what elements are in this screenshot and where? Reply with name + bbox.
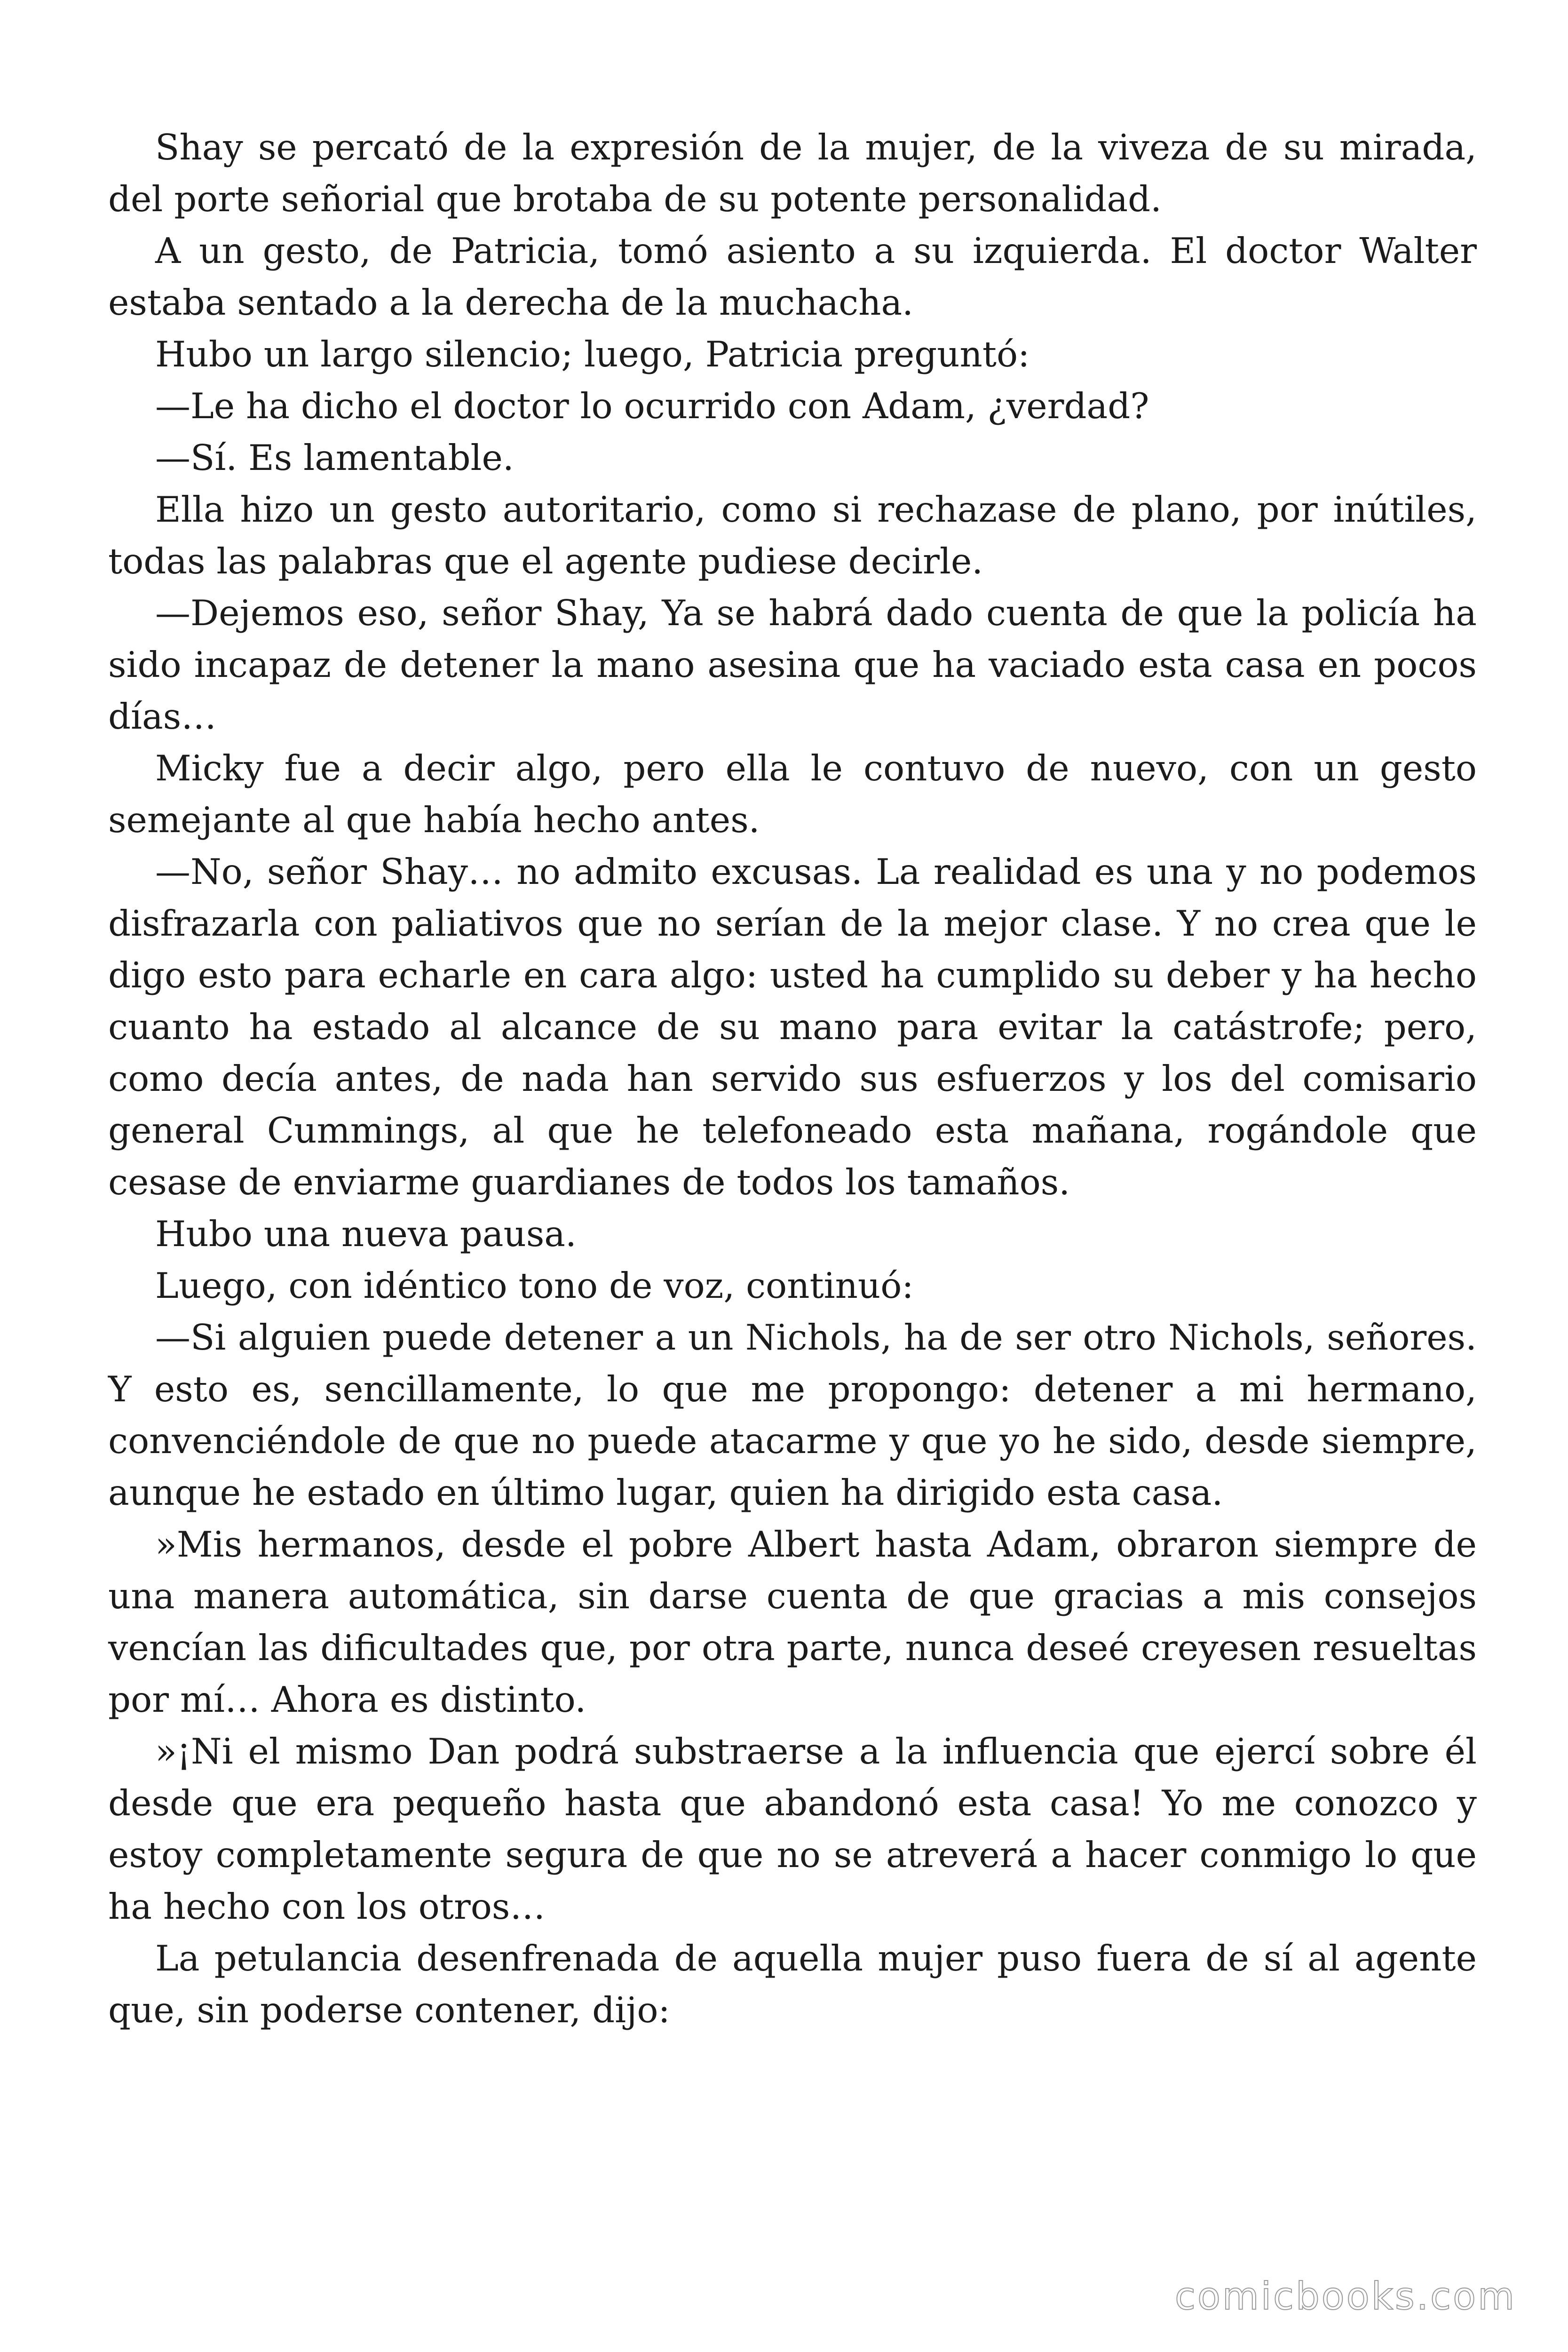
paragraph-2: A un gesto, de Patricia, tomó asiento a su izquierda. El doctor Walter estaba sentado a la derecha de la muchacha. — [108, 230, 1477, 323]
paragraph-8: Micky fue a decir algo, pero ella le contuvo de nuevo, con un gesto semejante al que había hecho antes. — [108, 747, 1477, 841]
paragraph-11: Luego, con idéntico tono de voz, continuó: — [155, 1265, 914, 1306]
paragraph-1: Shay se percató de la expresión de la mujer, de la viveza de su mirada, del porte señorial que brotaba de su potente personalidad. — [108, 127, 1477, 220]
paragraph-9: —No, señor Shay… no admito excusas. La realidad es una y no podemos disfrazarla con paliativos que no serían de la mejor clase. Y no crea que le digo esto para echarle en cara algo: usted ha cumplido su deber y ha hecho cuanto ha estado al alcance de su mano para evitar la catástrofe; pero, como decía antes, de nada han servido sus esfuerzos y los del comisario general Cummings, al que he telefoneado esta mañana, rogándole que cesase de enviarme guardianes de todos los tamaños. — [108, 851, 1477, 1203]
paragraph-6: Ella hizo un gesto autoritario, como si rechazase de plano, por inútiles, todas las palabras que el agente pudiese decirle. — [108, 489, 1477, 582]
paragraph-13: »Mis hermanos, desde el pobre Albert hasta Adam, obraron siempre de una manera automática, sin darse cuenta de que gracias a mis consejos vencían las dificultades que, por otra parte, nunca deseé creyesen resueltas por mí… Ahora es distinto. — [108, 1524, 1477, 1720]
watermark-logo: comicbooks.com — [1174, 2274, 1516, 2318]
paragraph-4: —Le ha dicho el doctor lo ocurrido con Adam, ¿verdad? — [155, 385, 1149, 427]
paragraph-3: Hubo un largo silencio; luego, Patricia preguntó: — [155, 334, 1030, 375]
paragraph-15: La petulancia desenfrenada de aquella mujer puso fuera de sí al agente que, sin poderse contener, dijo: — [108, 1938, 1477, 2031]
paragraph-5: —Sí. Es lamentable. — [155, 437, 514, 478]
paragraph-10: Hubo una nueva pausa. — [155, 1213, 577, 1255]
paragraph-7: —Dejemos eso, señor Shay, Ya se habrá dado cuenta de que la policía ha sido incapaz de detener la mano asesina que ha vaciado esta casa en pocos días… — [108, 592, 1477, 737]
paragraph-12: —Si alguien puede detener a un Nichols, ha de ser otro Nichols, señores. Y esto es, sencillamente, lo que me propongo: detener a mi hermano, convenciéndole de que no puede atacarme y que yo he sido, desde siempre, aunque he estado en último lugar, quien ha dirigido esta casa. — [108, 1317, 1477, 1513]
body-text — [108, 121, 1477, 2036]
paragraph-14: »¡Ni el mismo Dan podrá substraerse a la influencia que ejercí sobre él desde que era pequeño hasta que abandonó esta casa! Yo me conozco y estoy completamente segura de que no se atreverá a hacer conmigo lo que ha hecho con los otros… — [108, 1731, 1477, 1927]
